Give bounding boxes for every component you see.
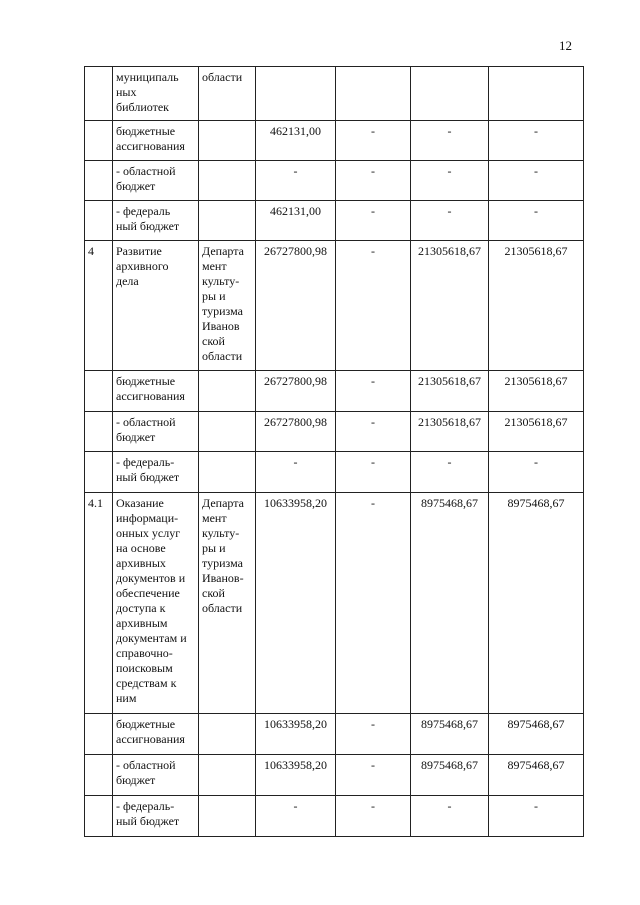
table-row	[85, 121, 584, 161]
row-year-3: -	[489, 452, 584, 493]
table-row	[85, 755, 584, 796]
row-name: - федераль ный бюджет	[113, 201, 199, 241]
table-row	[85, 161, 584, 201]
row-number	[85, 755, 113, 796]
row-year-2: 8975468,67	[411, 493, 489, 714]
row-name: муниципаль ных библиотек	[113, 67, 199, 121]
row-executor	[199, 796, 256, 837]
budget-table	[84, 66, 584, 837]
row-year-2: 8975468,67	[411, 714, 489, 755]
table-row	[85, 452, 584, 493]
table-row	[85, 201, 584, 241]
row-year-1: -	[336, 452, 411, 493]
row-year-1: -	[336, 371, 411, 412]
row-year-1: -	[336, 121, 411, 161]
table-row	[85, 714, 584, 755]
row-year-1	[336, 67, 411, 121]
table-row	[85, 241, 584, 371]
row-number	[85, 371, 113, 412]
row-total: 26727800,98	[256, 371, 336, 412]
row-name: - областной бюджет	[113, 412, 199, 452]
row-year-3: 21305618,67	[489, 412, 584, 452]
row-name: - федераль- ный бюджет	[113, 796, 199, 837]
row-year-1: -	[336, 714, 411, 755]
row-year-2: 21305618,67	[411, 371, 489, 412]
row-year-1: -	[336, 755, 411, 796]
row-number	[85, 796, 113, 837]
row-number	[85, 161, 113, 201]
row-number	[85, 201, 113, 241]
row-year-1: -	[336, 796, 411, 837]
row-number	[85, 452, 113, 493]
row-number	[85, 412, 113, 452]
row-number	[85, 714, 113, 755]
row-year-2: -	[411, 452, 489, 493]
row-total: 462131,00	[256, 201, 336, 241]
row-total: -	[256, 452, 336, 493]
row-executor	[199, 755, 256, 796]
row-total: 462131,00	[256, 121, 336, 161]
table-row	[85, 371, 584, 412]
row-year-3: 8975468,67	[489, 493, 584, 714]
row-executor: Департа мент культу- ры и туризма Иванов- ской области	[199, 493, 256, 714]
table-row	[85, 796, 584, 837]
table-row	[85, 412, 584, 452]
row-name: - федераль- ный бюджет	[113, 452, 199, 493]
row-total: 10633958,20	[256, 493, 336, 714]
row-year-3: 8975468,67	[489, 755, 584, 796]
row-year-2: 21305618,67	[411, 241, 489, 371]
row-year-3: -	[489, 161, 584, 201]
row-name: бюджетные ассигнования	[113, 121, 199, 161]
row-total: 10633958,20	[256, 714, 336, 755]
row-name: Оказание информаци- онных услуг на основе архивных документов и обеспечение доступа к архивным документам и справочно- поисковым средствам к ним	[113, 493, 199, 714]
row-year-3: 21305618,67	[489, 371, 584, 412]
row-number: 4	[85, 241, 113, 371]
row-year-1: -	[336, 412, 411, 452]
row-year-3: 8975468,67	[489, 714, 584, 755]
row-total: 26727800,98	[256, 412, 336, 452]
table-row	[85, 493, 584, 714]
row-executor	[199, 371, 256, 412]
row-total: 26727800,98	[256, 241, 336, 371]
row-year-2: -	[411, 201, 489, 241]
row-year-3	[489, 67, 584, 121]
row-executor: Департа мент культу- ры и туризма Иванов ской области	[199, 241, 256, 371]
row-number	[85, 121, 113, 161]
row-year-1: -	[336, 241, 411, 371]
row-total: 10633958,20	[256, 755, 336, 796]
row-executor	[199, 714, 256, 755]
row-executor	[199, 452, 256, 493]
row-year-2: -	[411, 121, 489, 161]
row-name: Развитие архивного дела	[113, 241, 199, 371]
row-year-1: -	[336, 161, 411, 201]
row-year-3: -	[489, 796, 584, 837]
row-year-1: -	[336, 493, 411, 714]
row-total: -	[256, 796, 336, 837]
row-name: - областной бюджет	[113, 161, 199, 201]
row-executor	[199, 412, 256, 452]
row-year-3: -	[489, 121, 584, 161]
table-row	[85, 67, 584, 121]
row-total: -	[256, 161, 336, 201]
row-number	[85, 67, 113, 121]
page-number: 12	[559, 38, 572, 53]
row-executor	[199, 121, 256, 161]
row-year-2: -	[411, 161, 489, 201]
row-name: бюджетные ассигнования	[113, 714, 199, 755]
row-year-2	[411, 67, 489, 121]
row-year-2: 8975468,67	[411, 755, 489, 796]
row-name: - областной бюджет	[113, 755, 199, 796]
row-year-2: 21305618,67	[411, 412, 489, 452]
row-year-1: -	[336, 201, 411, 241]
row-executor	[199, 161, 256, 201]
row-executor	[199, 201, 256, 241]
row-year-3: -	[489, 201, 584, 241]
row-number: 4.1	[85, 493, 113, 714]
row-total	[256, 67, 336, 121]
row-year-2: -	[411, 796, 489, 837]
row-executor: области	[199, 67, 256, 121]
row-year-3: 21305618,67	[489, 241, 584, 371]
row-name: бюджетные ассигнования	[113, 371, 199, 412]
